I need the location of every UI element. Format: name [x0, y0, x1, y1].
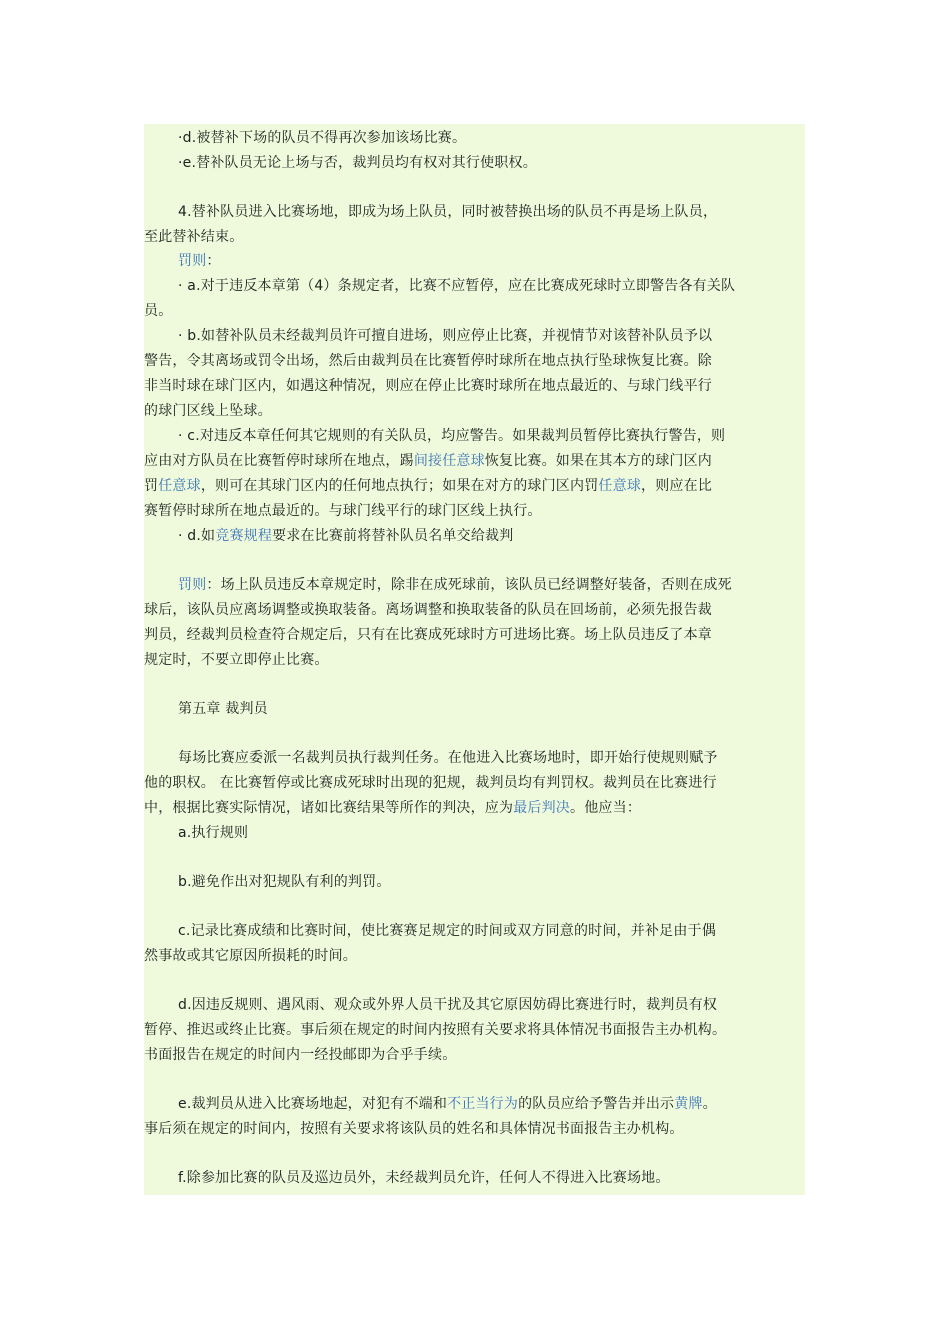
free-kick-link[interactable]: 任意球 — [158, 478, 201, 494]
text-line: · b.如替补队员未经裁判员许可擅自进场，则应停止比赛，并视情节对该替补队员予以 — [178, 328, 713, 344]
text-line: c.记录比赛成绩和比赛时间，使比赛赛足规定的时间或双方同意的时间，并补足由于偶 — [178, 923, 716, 939]
text-line: 赛暂停时球所在地点最近的。与球门线平行的球门区线上执行。 — [144, 503, 542, 519]
text-line: a.执行规则 — [178, 825, 249, 841]
text-line: 每场比赛应委派一名裁判员执行裁判任务。在他进入比赛场地时，即开始行使规则赋予 — [178, 750, 718, 766]
text-line: f.除参加比赛的队员及巡边员外，未经裁判员允许，任何人不得进入比赛场地。 — [178, 1170, 670, 1186]
penalty-link[interactable]: 罚则 — [178, 253, 207, 269]
penalty-link[interactable]: 罚则 — [178, 577, 207, 593]
text-line: 事后须在规定的时间内，按照有关要求将该队员的姓名和具体情况书面报告主办机构。 — [144, 1121, 684, 1137]
text-segment: 。 — [702, 1096, 717, 1112]
text-line: 书面报告在规定的时间内一经投邮即为合乎手续。 — [144, 1047, 457, 1063]
text-segment: 要求在比赛前将替补队员名单交给裁判 — [272, 528, 514, 544]
text-line — [144, 573, 805, 598]
text-segment: 罚 — [144, 478, 159, 494]
competition-rules-link[interactable]: 竞赛规程 — [215, 528, 273, 544]
final-decision-link[interactable]: 最后判决 — [513, 800, 571, 816]
text-segment: 中，根据比赛实际情况，诸如比赛结果等所作的判决，应为 — [144, 800, 514, 816]
text-line: 然事故或其它原因所损耗的时间。 — [144, 948, 357, 964]
text-line: b.避免作出对犯规队有利的判罚。 — [178, 874, 391, 890]
text-line: 员。 — [144, 303, 173, 319]
text-line: 规定时，不要立即停止比赛。 — [144, 652, 329, 668]
text-line: ·e.替补队员无论上场与否，裁判员均有权对其行使职权。 — [178, 155, 537, 171]
text-segment: ：场上队员违反本章规定时，除非在成死球前，该队员已经调整好装备，否则在成死 — [206, 577, 732, 593]
text-line: 4.替补队员进入比赛场地，即成为场上队员，同时被替换出场的队员不再是场上队员， — [178, 204, 718, 220]
text-line: d.因违反规则、遇风雨、观众或外界人员干扰及其它原因妨碍比赛进行时，裁判员有权 — [178, 997, 718, 1013]
text-line: 的球门区线上坠球。 — [144, 403, 272, 419]
document-text-block — [144, 124, 805, 1195]
text-line: 非当时球在球门区内，如遇这种情况，则应在停止比赛时球所在地点最近的、与球门线平行 — [144, 378, 712, 394]
text-line — [144, 524, 805, 549]
text-line: · c.对违反本章任何其它规则的有关队员，均应警告。如果裁判员暂停比赛执行警告，则 — [178, 428, 726, 444]
text-line: · a.对于违反本章第（4）条规定者，比赛不应暂停，应在比赛成死球时立即警告各有关队 — [178, 278, 736, 294]
text-line — [144, 449, 805, 474]
text-line: 警告，令其离场或罚令出场，然后由裁判员在比赛暂停时球所在地点执行坠球恢复比赛。除 — [144, 353, 712, 369]
misconduct-link[interactable]: 不正当行为 — [447, 1096, 519, 1112]
text-line: 他的职权。 在比赛暂停或比赛成死球时出现的犯规，裁判员均有判罚权。裁判员在比赛进行 — [144, 775, 717, 791]
text-line: 至此替补结束。 — [144, 229, 244, 245]
text-line: 暂停、推迟或终止比赛。事后须在规定的时间内按照有关要求将具体情况书面报告主办机构。 — [144, 1022, 727, 1038]
text-segment: 的队员应给予警告并出示 — [518, 1096, 675, 1112]
text-line: 球后，该队员应离场调整或换取装备。离场调整和换取装备的队员在回场前，必须先报告裁 — [144, 602, 712, 618]
yellow-card-link[interactable]: 黄牌 — [674, 1096, 703, 1112]
text-segment: ，则可在其球门区内的任何地点执行；如果在对方的球门区内罚 — [200, 478, 599, 494]
indirect-free-kick-link[interactable]: 间接任意球 — [413, 453, 485, 469]
free-kick-link[interactable]: 任意球 — [598, 478, 642, 494]
text-line — [144, 796, 805, 821]
text-segment: e.裁判员从进入比赛场地起，对犯有不端和 — [178, 1096, 448, 1112]
chapter-heading: 第五章 裁判员 — [178, 701, 268, 717]
text-line — [144, 1092, 805, 1117]
text-segment: ： — [206, 253, 221, 269]
text-segment: · d.如 — [178, 528, 216, 544]
text-segment: 。他应当： — [570, 800, 642, 816]
text-line — [144, 249, 805, 274]
text-segment: 应由对方队员在比赛暂停时球所在地点，踢 — [144, 453, 414, 469]
text-segment: ，则应在比 — [641, 478, 713, 494]
text-line: 判员，经裁判员检查符合规定后，只有在比赛成死球时方可进场比赛。场上队员违反了本章 — [144, 627, 712, 643]
text-line: ·d.被替补下场的队员不得再次参加该场比赛。 — [178, 130, 467, 146]
text-segment: 恢复比赛。如果在其本方的球门区内 — [484, 453, 713, 469]
text-line — [144, 474, 805, 499]
